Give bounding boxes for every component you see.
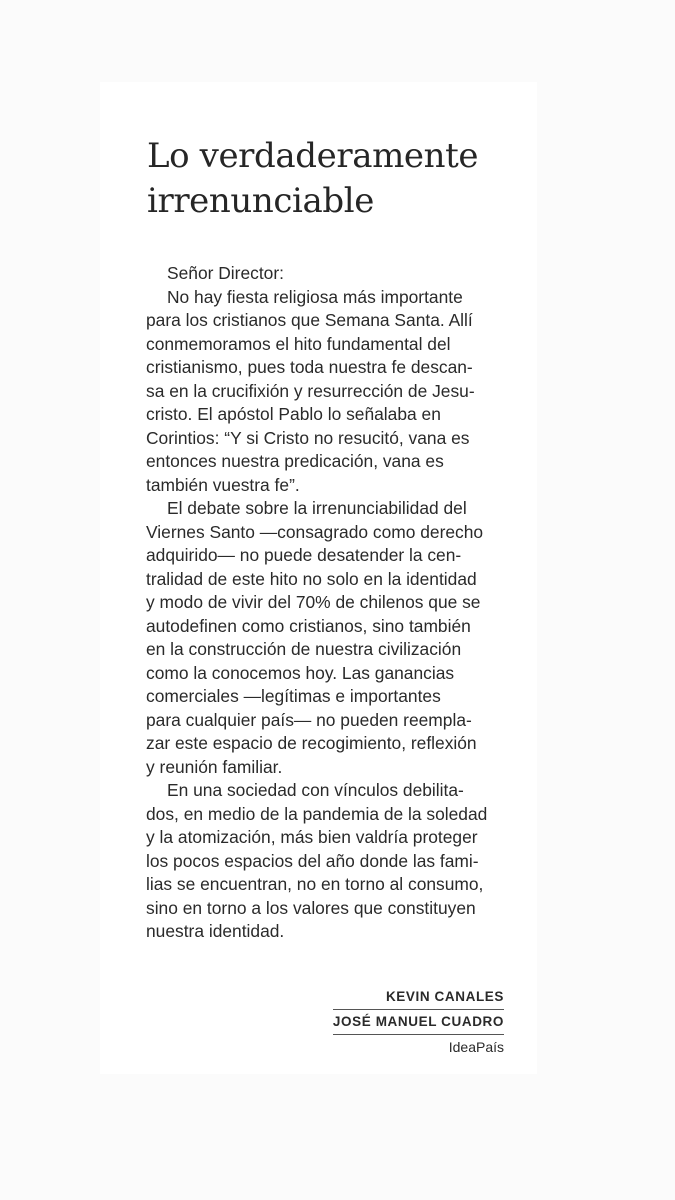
paragraph-2-line: en la construcción de nuestra civilización bbox=[146, 639, 462, 659]
paragraph-2-line: comerciales —legítimas e importantes bbox=[146, 686, 441, 706]
signatory-name: KEVIN CANALES bbox=[333, 988, 504, 1010]
paragraph-3-line: nuestra identidad. bbox=[146, 921, 285, 941]
paragraph-2-line: zar este espacio de recogimiento, reflexión bbox=[146, 733, 477, 753]
paragraph-1-line: Corintios: “Y si Cristo no resucitó, vana es bbox=[146, 427, 470, 448]
paragraph-3-line: dos, en medio de la pandemia de la soledad bbox=[146, 803, 488, 824]
paragraph-1-line: cristo. El apóstol Pablo lo señalaba en bbox=[146, 404, 441, 424]
paragraph-3-line: lias se encuentran, no en torno al consumo, bbox=[146, 874, 484, 894]
paragraph-2-line: como la conocemos hoy. Las ganancias bbox=[146, 662, 455, 683]
article-headline bbox=[147, 134, 527, 224]
paragraph-1-line: cristianismo, pues toda nuestra fe descan- bbox=[146, 357, 473, 377]
paragraph-1-line: entonces nuestra predicación, vana es bbox=[146, 451, 444, 471]
paragraph-1-line: No hay fiesta religiosa más importante bbox=[167, 286, 463, 307]
headline-line: Lo verdaderamente bbox=[147, 136, 479, 176]
paragraph-2-line: y modo de vivir del 70% de chilenos que se bbox=[146, 592, 481, 612]
signatory-organization: IdeaPaís bbox=[448, 1039, 504, 1055]
paragraph-3-line: sino en torno a los valores que constituyen bbox=[146, 897, 476, 918]
paragraph-1-line: conmemoramos el hito fundamental del bbox=[146, 333, 451, 354]
paragraph-1-line: para los cristianos que Semana Santa. Allí bbox=[146, 310, 473, 330]
paragraph-2-line: Viernes Santo —consagrado como derecho bbox=[146, 521, 484, 542]
letter-body bbox=[146, 262, 506, 944]
paragraph-3-line: los pocos espacios del año donde las fami- bbox=[146, 850, 479, 871]
paragraph-2-line: tralidad de este hito no solo en la identidad bbox=[146, 568, 477, 589]
newspaper-clipping bbox=[100, 82, 537, 1074]
paragraph-1-line: sa en la crucifixión y resurrección de Jesu- bbox=[146, 380, 475, 401]
paragraph-2-line: autodefinen como cristianos, sino también bbox=[146, 615, 471, 636]
paragraph-1-line: también vuestra fe”. bbox=[146, 474, 300, 495]
paragraph-2-line: El debate sobre la irrenunciabilidad del bbox=[167, 498, 467, 518]
paragraph-2-line: y reunión familiar. bbox=[146, 756, 283, 777]
salutation: Señor Director: bbox=[167, 263, 284, 283]
signatory-name: JOSÉ MANUEL CUADRO bbox=[333, 1013, 504, 1035]
headline-line: irrenunciable bbox=[147, 181, 374, 221]
signature-block bbox=[333, 988, 504, 1056]
paragraph-2-line: adquirido— no puede desatender la cen- bbox=[146, 545, 462, 565]
paragraph-3-line: En una sociedad con vínculos debilita- bbox=[167, 780, 464, 800]
paragraph-3-line: y la atomización, más bien valdría proteger bbox=[146, 827, 478, 847]
paragraph-2-line: para cualquier país— no pueden reempla- bbox=[146, 709, 472, 730]
